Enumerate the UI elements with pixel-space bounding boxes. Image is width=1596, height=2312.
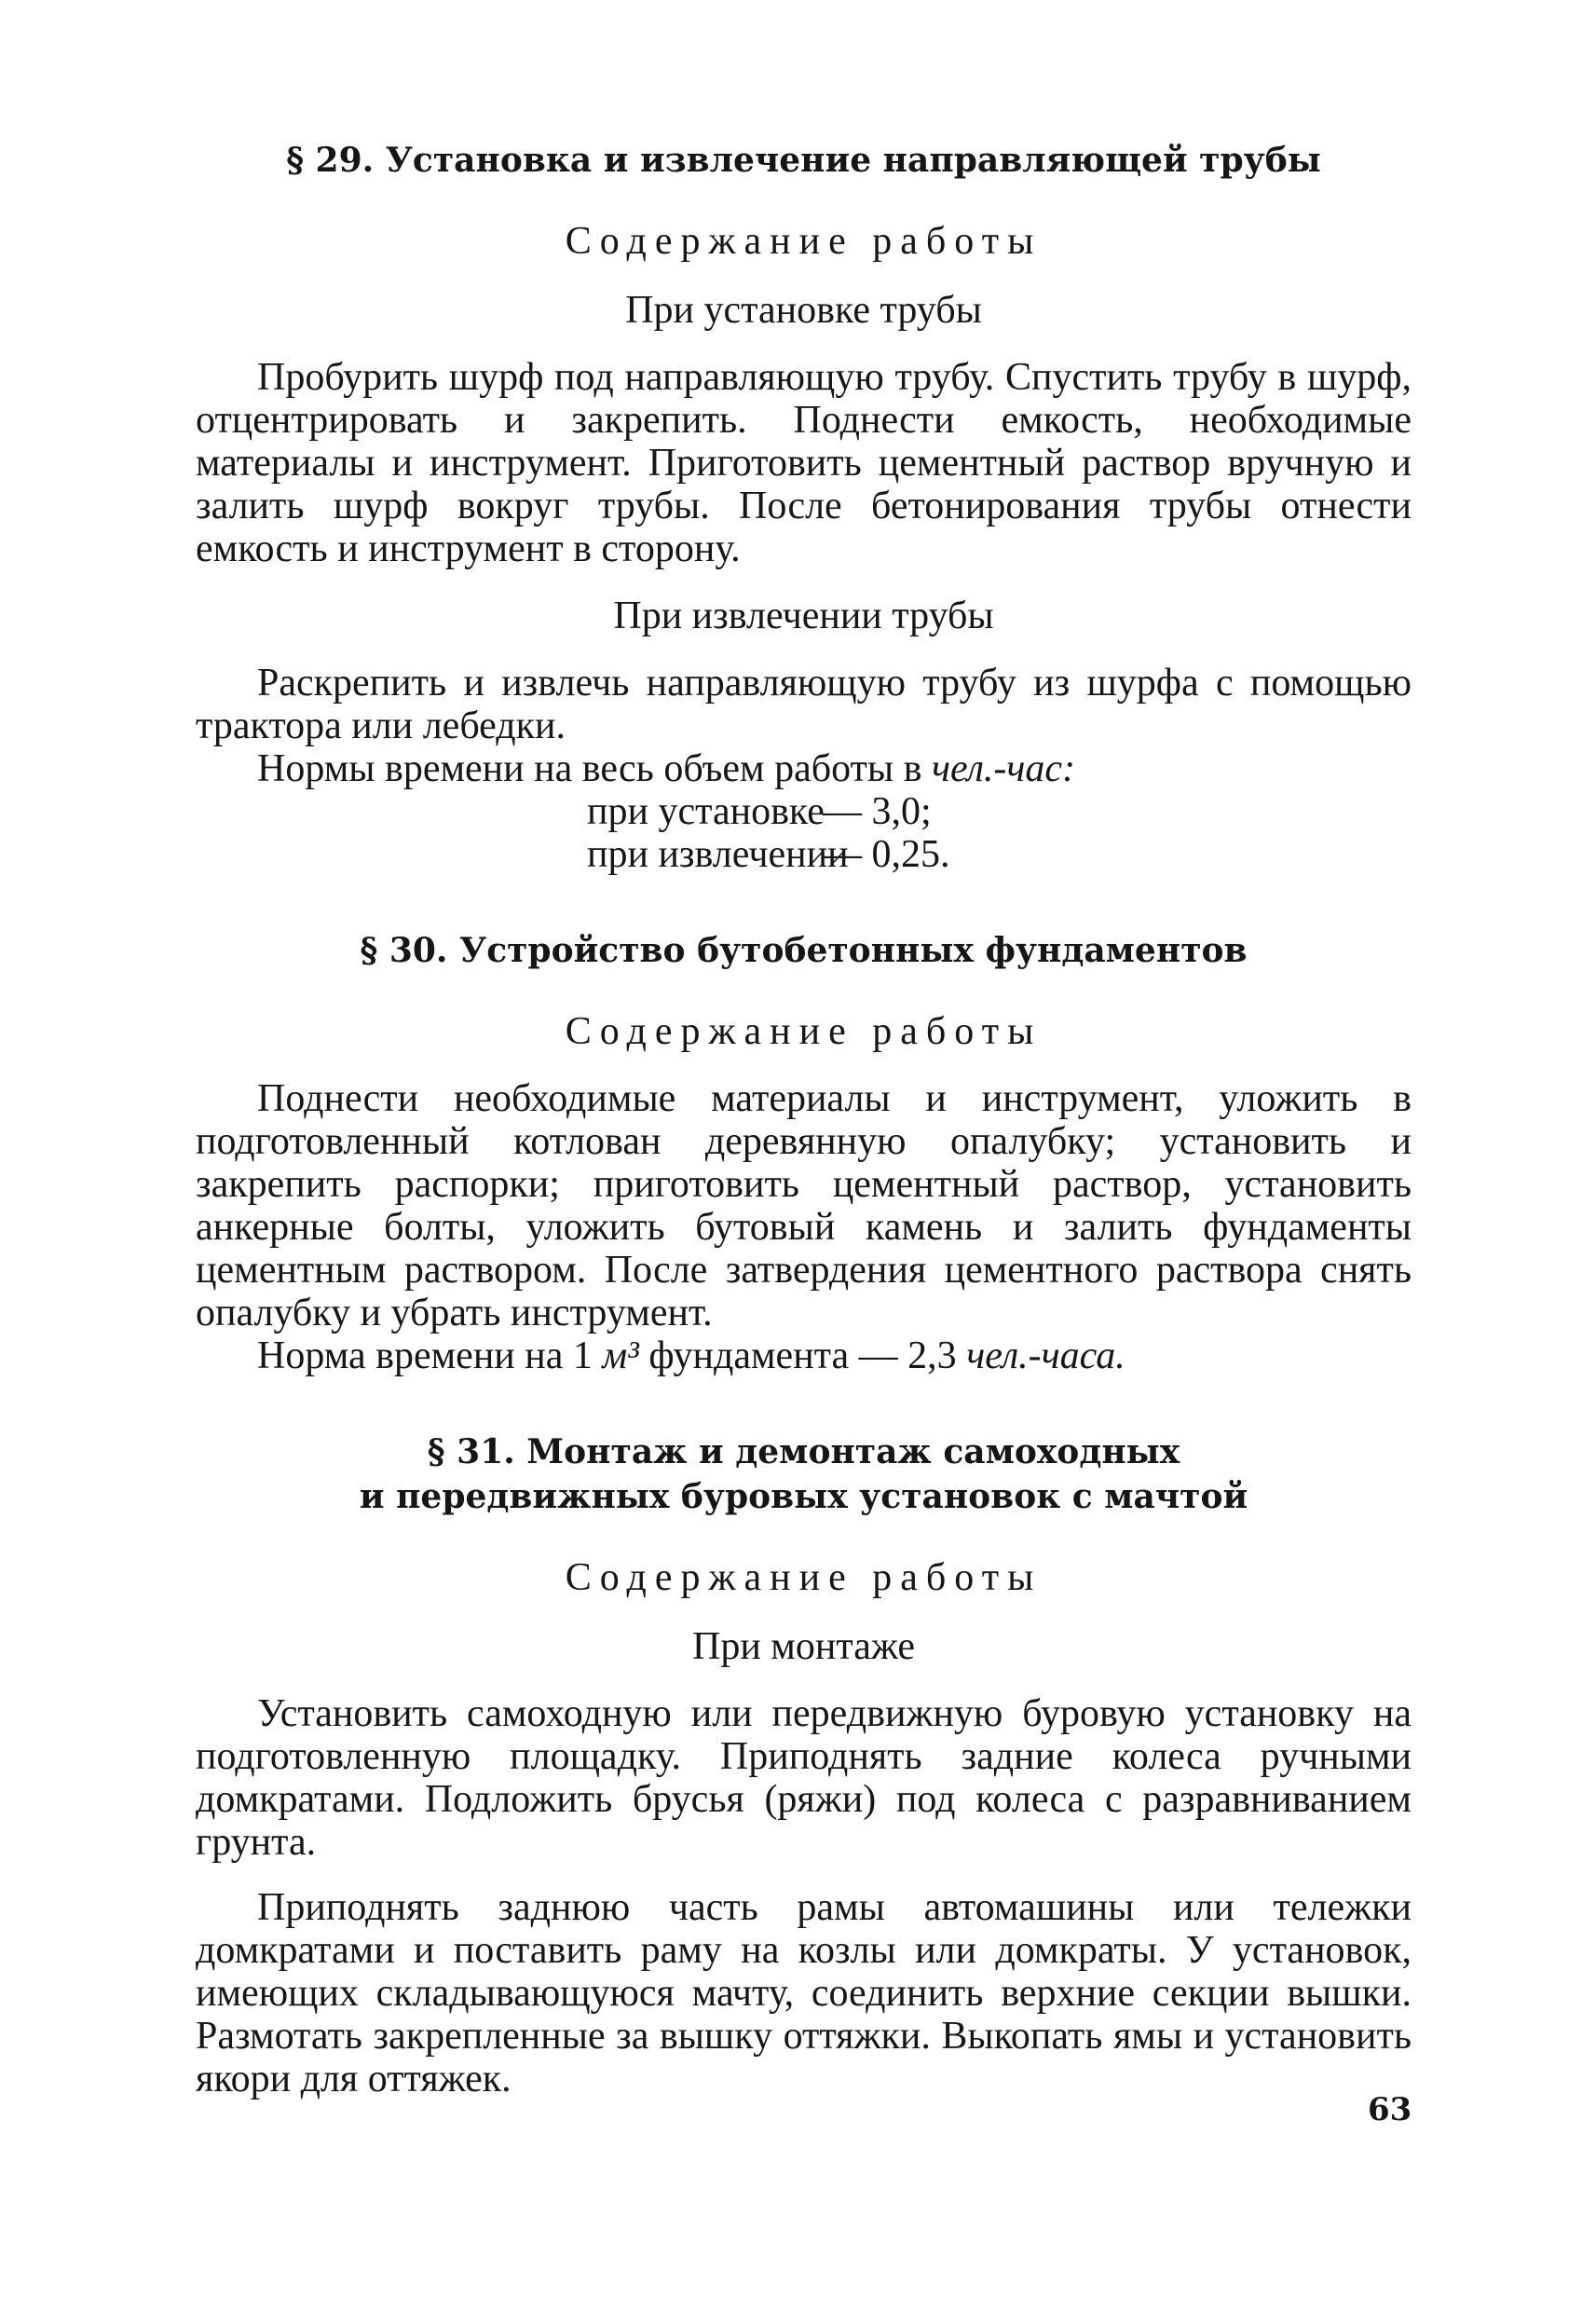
section-31-para1: Установить самоходную или передвижную буровую установку на подготовленную площадку. Приподнять задние колеса ручными домкратами. Подложить брусья (ряжи) под колеса с разравниванием грунта. bbox=[196, 1692, 1412, 1864]
page-number: 63 bbox=[1368, 2091, 1412, 2128]
section-31-heading-line2: и передвижных буровых установок с мачтой bbox=[359, 1477, 1248, 1516]
section-31-work-title: Содержание работы bbox=[565, 1556, 1043, 1599]
norm-middle: фундамента — 2,3 bbox=[648, 1334, 957, 1377]
norm-intro: Нормы времени на весь объем работы в bbox=[257, 747, 922, 790]
section-29-norm-list bbox=[196, 790, 1412, 876]
section-29-norm-line bbox=[196, 747, 1412, 790]
norm-item-label: при извлечении bbox=[587, 833, 849, 876]
norm-item-value: — 0,25. bbox=[823, 833, 950, 876]
section-29-install-text: Пробурить шурф под направляющую трубу. Спустить трубу в шурф, отцентрировать и закрепить. Поднести емкость, необходимые материалы и инструмент. Приготовить цементный раствор вручную и залить шурф вокруг трубы. После бетонирования трубы отнести емкость и инструмент в сторону. bbox=[196, 356, 1412, 570]
section-30-text: Поднести необходимые материалы и инструмент, уложить в подготовленный котлован деревянную опалубку; установить и закрепить распорки; приготовить цементный раствор, установить анкерные болты, уложить бутовый камень и залить фундаменты цементным раствором. После затвердения цементного раствора снять опалубку и убрать инструмент. bbox=[196, 1077, 1412, 1334]
section-30-work-title: Содержание работы bbox=[565, 1010, 1043, 1053]
norm-item-label: при установке bbox=[587, 790, 825, 833]
section-29-work-title: Содержание работы bbox=[565, 220, 1043, 263]
section-29-extract-text: Раскрепить и извлечь направляющую трубу из шурфа с помощью трактора или лебедки. bbox=[196, 662, 1412, 747]
norm-prefix: Норма времени на 1 bbox=[257, 1334, 593, 1377]
section-29-install-subtitle: При установке трубы bbox=[625, 289, 982, 332]
norm-unit-m: м³ bbox=[602, 1334, 639, 1377]
norm-unit: чел.-часа. bbox=[966, 1334, 1125, 1377]
norm-item-value: — 3,0; bbox=[823, 790, 932, 833]
section-31-para2: Приподнять заднюю часть рамы автомашины или тележки домкратами и поставить раму на козлы или домкраты. У установок, имеющих складывающуюся мачту, соединить верхние секции вышки. Размотать закрепленные за вышку оттяжки. Выкопать ямы и установить якори для оттяжек. bbox=[196, 1886, 1412, 2100]
section-31-heading-line1: § 31. Монтаж и демонтаж самоходных bbox=[427, 1432, 1180, 1471]
page-content bbox=[196, 138, 1412, 2100]
section-29-heading: § 29. Установка и извлечение направляющей трубы bbox=[286, 141, 1321, 180]
section-29-extract-subtitle: При извлечении трубы bbox=[613, 595, 994, 637]
section-31-mount-subtitle: При монтаже bbox=[692, 1625, 915, 1668]
norm-item bbox=[587, 790, 1412, 833]
norm-unit: чел.-час: bbox=[931, 747, 1076, 790]
section-30-norm-line bbox=[196, 1334, 1412, 1377]
section-30-heading: § 30. Устройство бутобетонных фундаментов bbox=[360, 931, 1248, 970]
norm-item bbox=[587, 833, 1412, 876]
